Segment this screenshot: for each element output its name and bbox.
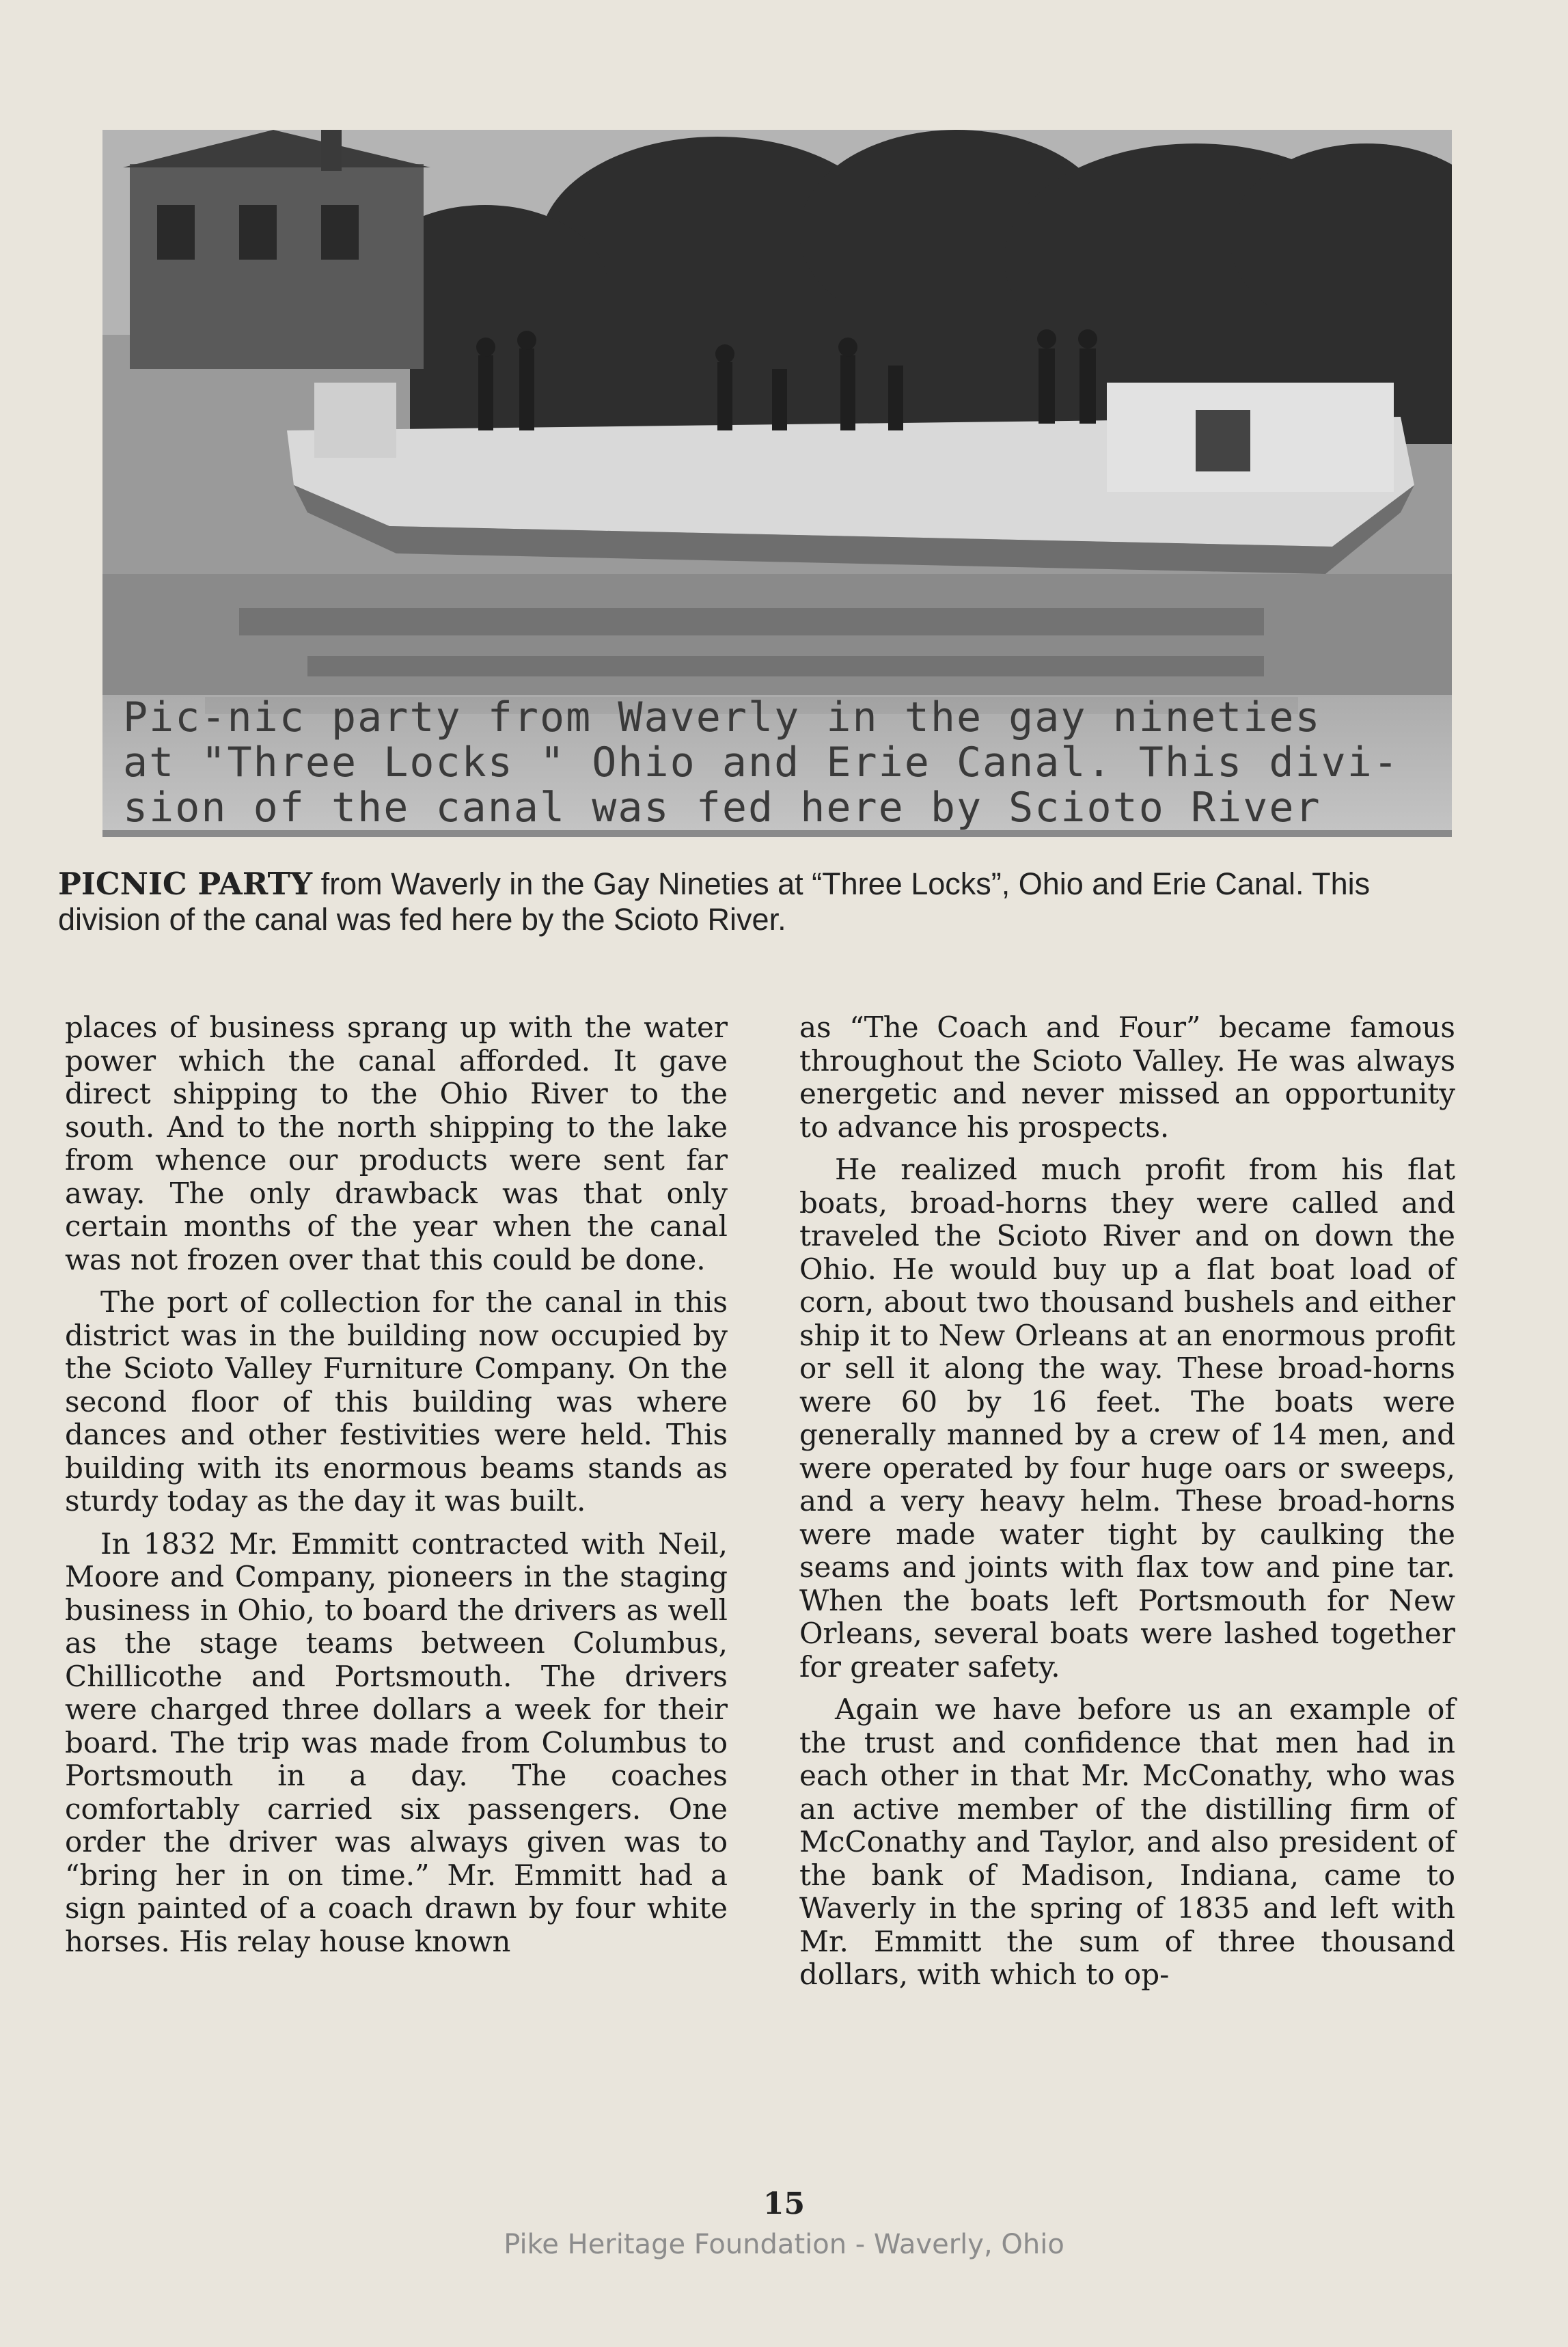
paragraph: The port of collection for the canal in this district was in the building now occupied by the Scioto Valley Furniture Company. On the second floor of this building was where dances and other festivities were held. This building with its enormous beams stands as sturdy today as the day it was built.: [65, 1285, 728, 1518]
caption-text: from Waverly in the Gay Nineties at “Three Locks”, Ohio and Erie Canal. This division of the canal was fed here by the Scioto River.: [58, 866, 1371, 937]
photo-typed-caption: [102, 695, 1452, 830]
paragraph: as “The Coach and Four” became famous throughout the Scioto Valley. He was always energetic and never missed an opportunity to advance his prospects.: [799, 1011, 1455, 1144]
photo-caption: [58, 866, 1459, 937]
left-column: [65, 1011, 728, 1968]
paragraph: places of business sprang up with the water power which the canal afforded. It gave direct shipping to the Ohio River to the south. And to the north shipping to the lake from whence our products were sent far away. The only drawback was that only certain months of the year when the canal was not frozen over that this could be done.: [65, 1011, 728, 1276]
typed-caption-line: at "Three Locks " Ohio and Erie Canal. This divi-: [123, 739, 1400, 786]
footer-watermark: Pike Heritage Foundation - Waverly, Ohio: [504, 2229, 1064, 2260]
paragraph: He realized much profit from his flat boats, broad-horns they were called and traveled the Scioto River and on down the Ohio. He would buy up a flat boat load of corn, about two thousand bushels and either ship it to New Orleans at an enormous profit or sell it along the way. These broad-horns were 60 by 16 feet. The boats were generally manned by a crew of 14 men, and were operated by four huge oars or sweeps, and a very heavy helm. These broad-horns were made water tight by caulking the seams and joints with flax tow and pine tar. When the boats left Portsmouth for New Orleans, several boats were lashed together for greater safety.: [799, 1153, 1455, 1684]
paragraph: In 1832 Mr. Emmitt contracted with Neil, Moore and Company, pioneers in the staging business in Ohio, to board the drivers as well as the stage teams between Columbus, Chillicothe and Portsmouth. The drivers were charged three dollars a week for their board. The trip was made from Columbus to Portsmouth in a day. The coaches comfortably carried six passengers. One order the driver was always given was to “bring her in on time.” Mr. Emmitt had a sign painted of a coach drawn by four white horses. His relay house known: [65, 1526, 728, 1958]
canal-boat-photo: [102, 130, 1452, 837]
typed-caption-line: sion of the canal was fed here by Scioto River: [123, 784, 1321, 832]
page-number: 15: [762, 2186, 806, 2221]
caption-lead: PICNIC PARTY: [58, 866, 313, 902]
typed-caption-line: Pic-nic party from Waverly in the gay nineties: [123, 694, 1321, 741]
paragraph: Again we have before us an example of the trust and confidence that men had in each other in that Mr. McConathy, who was an active member of the distilling firm of McConathy and Taylor, and also president of the bank of Madison, Indiana, came to Waverly in the spring of 1835 and left with Mr. Emmitt the sum of three thousand dollars, with which to op-: [799, 1692, 1455, 1991]
right-column: [799, 1011, 1455, 2001]
